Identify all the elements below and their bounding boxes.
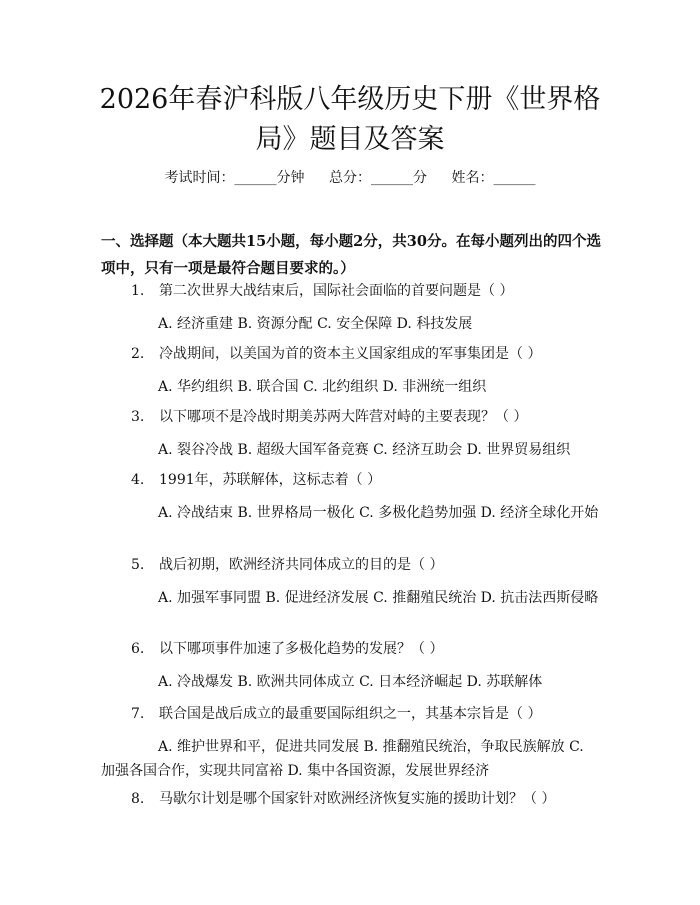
question-item: [101, 787, 601, 811]
question-options: A. 冷战爆发 B. 欧洲共同体成立 C. 日本经济崛起 D. 苏联解体: [158, 674, 543, 690]
exam-time-field: 考试时间：______分钟: [164, 170, 305, 186]
question-number: 7.: [131, 706, 145, 722]
question-item: [101, 468, 601, 492]
question-item: [101, 637, 601, 661]
question-item: [101, 553, 601, 577]
question-item: [101, 702, 601, 726]
student-name-field: 姓名：______: [451, 170, 536, 186]
question-options: A. 华约组织 B. 联合国 C. 北约组织 D. 非洲统一组织: [158, 379, 487, 395]
question-stem: 以下哪项不是冷战时期美苏两大阵营对峙的主要表现？（ ）: [159, 409, 528, 425]
question-number: 5.: [131, 557, 145, 573]
question-number: 2.: [131, 346, 145, 362]
question-item: [101, 405, 601, 429]
question-options: A. 加强军事同盟 B. 促进经济发展 C. 推翻殖民统治 D. 抗击法西斯侵略: [158, 590, 599, 606]
question-number: 1.: [131, 283, 145, 299]
question-number: 4.: [131, 472, 145, 488]
question-stem: 战后初期，欧洲经济共同体成立的目的是（ ）: [159, 557, 444, 573]
question-number: 6.: [131, 641, 145, 657]
question-stem: 联合国是战后成立的最重要国际组织之一，其基本宗旨是（ ）: [159, 706, 542, 722]
question-item: [101, 279, 601, 303]
section-heading: 一、选择题（本大题共15小题，每小题2分，共30分。在每小题列出的四个选项中，只有一项是最符合题目要求的。）: [101, 233, 601, 277]
question-stem: 以下哪项事件加速了多极化趋势的发展？（ ）: [159, 641, 444, 657]
document-title: 2026年春沪科版八年级历史下册《世界格局》题目及答案: [99, 84, 601, 155]
question-options: A. 冷战结束 B. 世界格局一极化 C. 多极化趋势加强 D. 经济全球化开始: [158, 505, 599, 521]
question-number: 3.: [131, 409, 145, 425]
question-options: A. 经济重建 B. 资源分配 C. 安全保障 D. 科技发展: [158, 316, 473, 332]
question-stem: 冷战期间，以美国为首的资本主义国家组成的军事集团是（ ）: [159, 346, 542, 362]
total-score-field: 总分：______分: [329, 170, 427, 186]
question-stem: 1991年，苏联解体，这标志着（ ）: [159, 472, 382, 488]
question-options: A. 维护世界和平，促进共同发展 B. 推翻殖民统治，争取民族解放 C. 加强各国合作，实现共同富裕 D. 集中各国资源，发展世界经济: [101, 739, 584, 779]
question-stem: 第二次世界大战结束后，国际社会面临的首要问题是（ ）: [159, 283, 514, 299]
question-stem: 马歇尔计划是哪个国家针对欧洲经济恢复实施的援助计划？（ ）: [159, 791, 556, 807]
question-options: A. 裂谷冷战 B. 超级大国军备竞赛 C. 经济互助会 D. 世界贸易组织: [158, 442, 571, 458]
exam-info: [0, 168, 700, 188]
question-item: [101, 342, 601, 366]
question-number: 8.: [131, 791, 145, 807]
